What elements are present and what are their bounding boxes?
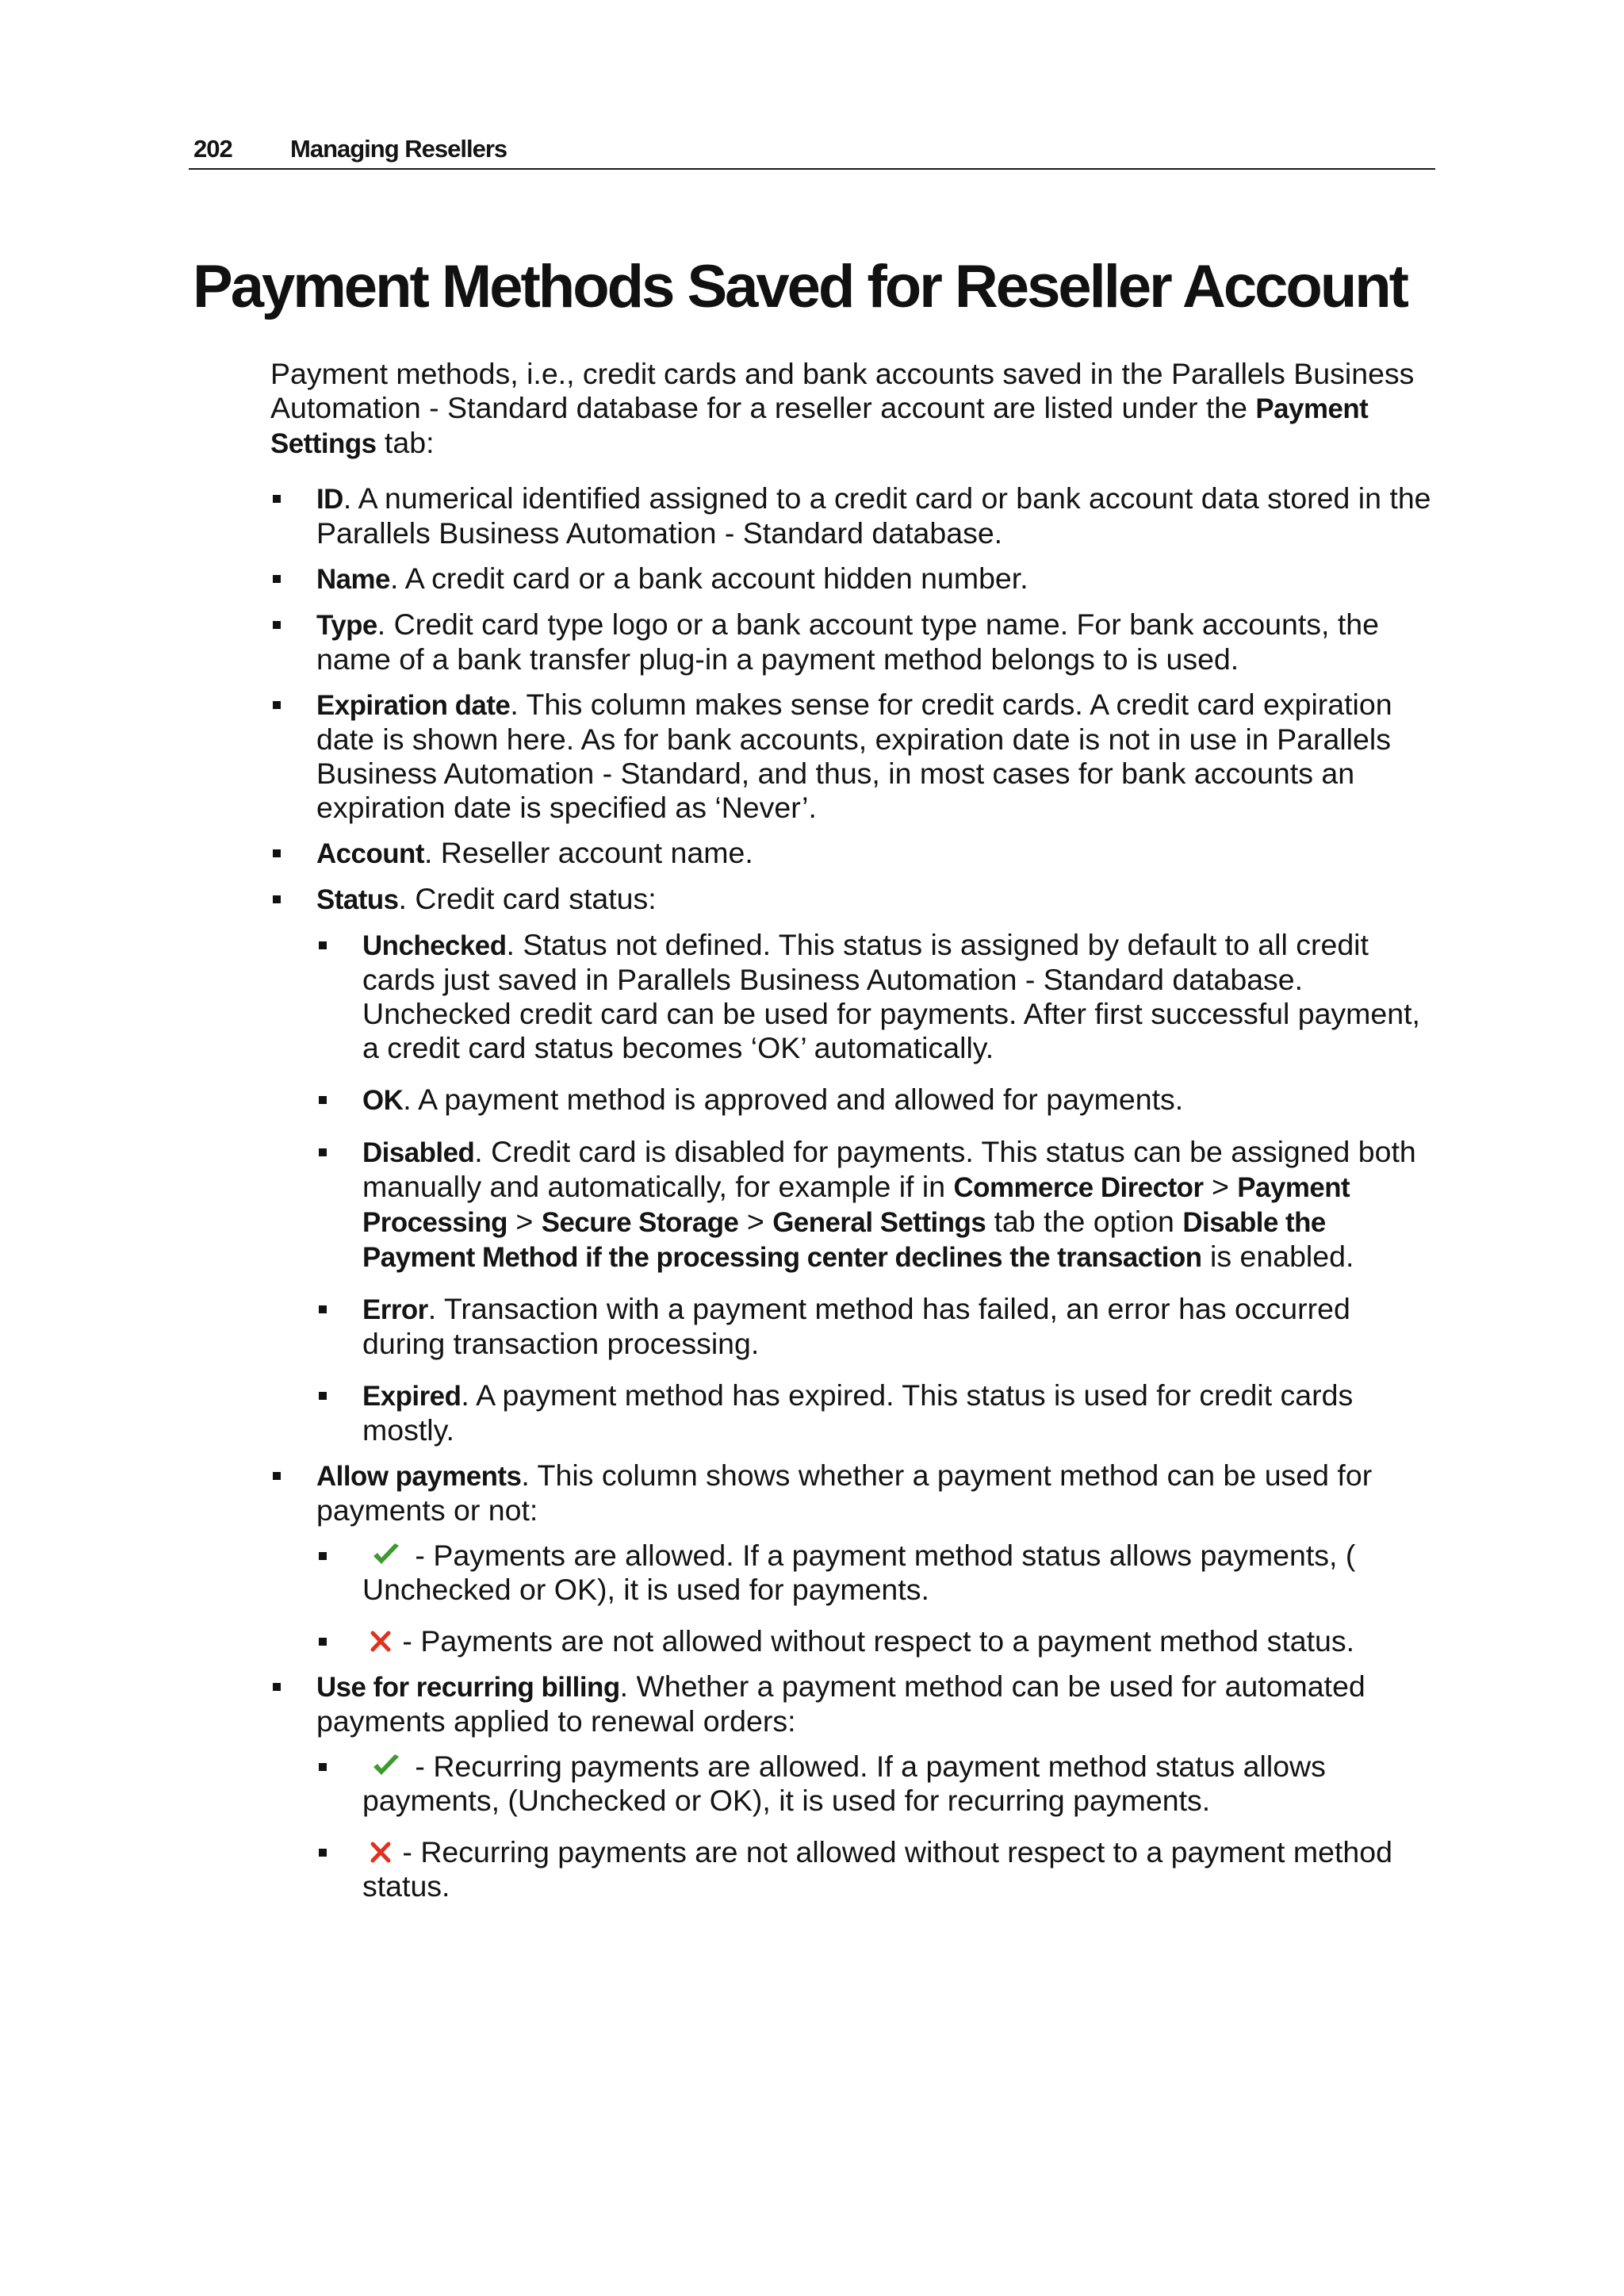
- description: . Reseller account name.: [423, 836, 753, 869]
- bullet-icon: [273, 1472, 281, 1480]
- term: Expired: [362, 1381, 462, 1412]
- recurring-list: [316, 1750, 1439, 1903]
- intro-bold: Payment Settings: [270, 393, 1369, 459]
- list-item-status: [270, 882, 1439, 1447]
- menu-path-secure-storage: Secure Storage: [541, 1207, 739, 1238]
- menu-path-general-settings: General Settings: [772, 1207, 986, 1238]
- term: Unchecked: [362, 930, 507, 961]
- list-item-ok: [316, 1083, 1439, 1117]
- cross-icon: [369, 1627, 393, 1654]
- intro-text: Payment methods, i.e., credit cards and bank accounts saved in the Parallels Business Automation - Standard database for a reseller account are listed under the: [270, 357, 1415, 424]
- list-item-id: [270, 481, 1439, 550]
- description: . Whether a payment method can be used for automated payments applied to renewal orders:: [316, 1669, 1365, 1738]
- bullet-icon: [319, 1638, 327, 1646]
- term: Type: [316, 610, 377, 641]
- term: Disabled: [362, 1137, 475, 1168]
- term: Expiration date: [316, 690, 511, 721]
- description: . Credit card status:: [398, 882, 657, 915]
- bullet-icon: [273, 575, 281, 583]
- bullet-icon: [319, 1148, 327, 1156]
- cross-icon: [369, 1838, 393, 1865]
- description: . Transaction with a payment method has failed, an error has occurred during transaction processing.: [362, 1292, 1350, 1360]
- term: Allow payments: [316, 1461, 522, 1492]
- option-name: Disable the Payment Method if the processing center declines the transaction: [362, 1207, 1326, 1273]
- description: . Status not defined. This status is assigned by default to all credit cards just saved in Parallels Business Automation - Standard database. Unchecked credit card can be used for payments. After first successful payment, a credit card status becomes ‘OK’ automatically.: [362, 928, 1420, 1064]
- intro-text-end: tab:: [376, 426, 435, 459]
- menu-path-payment-processing: Payment Processing: [362, 1172, 1350, 1238]
- list-item-expired: [316, 1378, 1439, 1447]
- page-number: 202: [193, 135, 232, 163]
- bullet-icon: [273, 849, 281, 857]
- path-separator: >: [507, 1205, 542, 1238]
- list-item-allowed: [316, 1539, 1439, 1607]
- description: . A payment method is approved and allowed for payments.: [403, 1083, 1184, 1116]
- column-list: [270, 481, 1439, 1903]
- term: Error: [362, 1294, 428, 1325]
- list-item-not-allowed: [316, 1624, 1439, 1658]
- description: . A payment method has expired. This status is used for credit cards mostly.: [362, 1378, 1354, 1447]
- description: . Credit card type logo or a bank account type name. For bank accounts, the name of a bank transfer plug-in a payment method belongs to is used.: [316, 608, 1379, 676]
- page-header: [189, 133, 1435, 170]
- description: - Payments are not allowed without respect to a payment method status.: [394, 1624, 1355, 1658]
- list-item-unchecked: [316, 928, 1439, 1065]
- description: - Recurring payments are not allowed without respect to a payment method status.: [362, 1835, 1392, 1903]
- description: . This column makes sense for credit cards. A credit card expiration date is shown here. As for bank accounts, expiration date is not in use in Parallels Business Automation - Standard, and thus, in most cases for bank accounts an expiration date is specified as ‘Never’.: [316, 688, 1392, 824]
- description: . Credit card is disabled for payments. This status can be assigned both manually and automatically, for example if in: [362, 1135, 1416, 1203]
- list-item-allow-payments: [270, 1458, 1439, 1658]
- list-item-error: [316, 1292, 1439, 1361]
- bullet-icon: [273, 895, 281, 903]
- section-title: Managing Resellers: [290, 135, 508, 163]
- bullet-icon: [319, 941, 327, 949]
- bullet-icon: [273, 701, 281, 709]
- check-icon: [370, 1753, 402, 1780]
- list-item-account: [270, 836, 1439, 871]
- term: Account: [316, 838, 424, 869]
- list-item-disabled: [316, 1135, 1439, 1274]
- term: Status: [316, 884, 399, 915]
- main-content: [270, 357, 1439, 1915]
- bullet-icon: [319, 1552, 327, 1560]
- bullet-icon: [273, 621, 281, 629]
- bullet-icon: [319, 1392, 327, 1400]
- check-icon: [370, 1542, 402, 1569]
- allow-list: [316, 1539, 1439, 1658]
- page-title: Payment Methods Saved for Reseller Account: [193, 253, 1407, 320]
- list-item-type: [270, 608, 1439, 677]
- bullet-icon: [319, 1096, 327, 1104]
- description: tab the option: [986, 1205, 1183, 1238]
- list-item-recurring: [270, 1669, 1439, 1903]
- bullet-icon: [319, 1305, 327, 1313]
- term: ID: [316, 484, 343, 515]
- term: Use for recurring billing: [316, 1672, 620, 1703]
- description: . A numerical identified assigned to a credit card or bank account data stored in the Parallels Business Automation - Standard database.: [316, 481, 1431, 550]
- description: . This column shows whether a payment method can be used for payments or not:: [316, 1458, 1373, 1527]
- bullet-icon: [273, 495, 281, 503]
- list-item-name: [270, 562, 1439, 596]
- term: Name: [316, 564, 390, 595]
- path-separator: >: [1203, 1170, 1238, 1203]
- description: . A credit card or a bank account hidden number.: [389, 562, 1028, 595]
- term: OK: [362, 1085, 404, 1116]
- intro-paragraph: [270, 357, 1439, 461]
- list-item-recurring-allowed: [316, 1750, 1439, 1818]
- bullet-icon: [273, 1683, 281, 1691]
- bullet-icon: [319, 1849, 327, 1857]
- list-item-recurring-not-allowed: [316, 1835, 1439, 1903]
- menu-path-commerce-director: Commerce Director: [953, 1172, 1204, 1203]
- description: is enabled.: [1201, 1240, 1354, 1273]
- bullet-icon: [319, 1763, 327, 1771]
- description: - Payments are allowed. If a payment method status allows payments, ( Unchecked or OK), it is used for payments.: [362, 1539, 1356, 1606]
- list-item-expiration: [270, 688, 1439, 825]
- status-list: [316, 928, 1439, 1447]
- description: - Recurring payments are allowed. If a payment method status allows payments, (Unchecked or OK), it is used for recurring payments.: [362, 1750, 1326, 1817]
- path-separator: >: [738, 1205, 773, 1238]
